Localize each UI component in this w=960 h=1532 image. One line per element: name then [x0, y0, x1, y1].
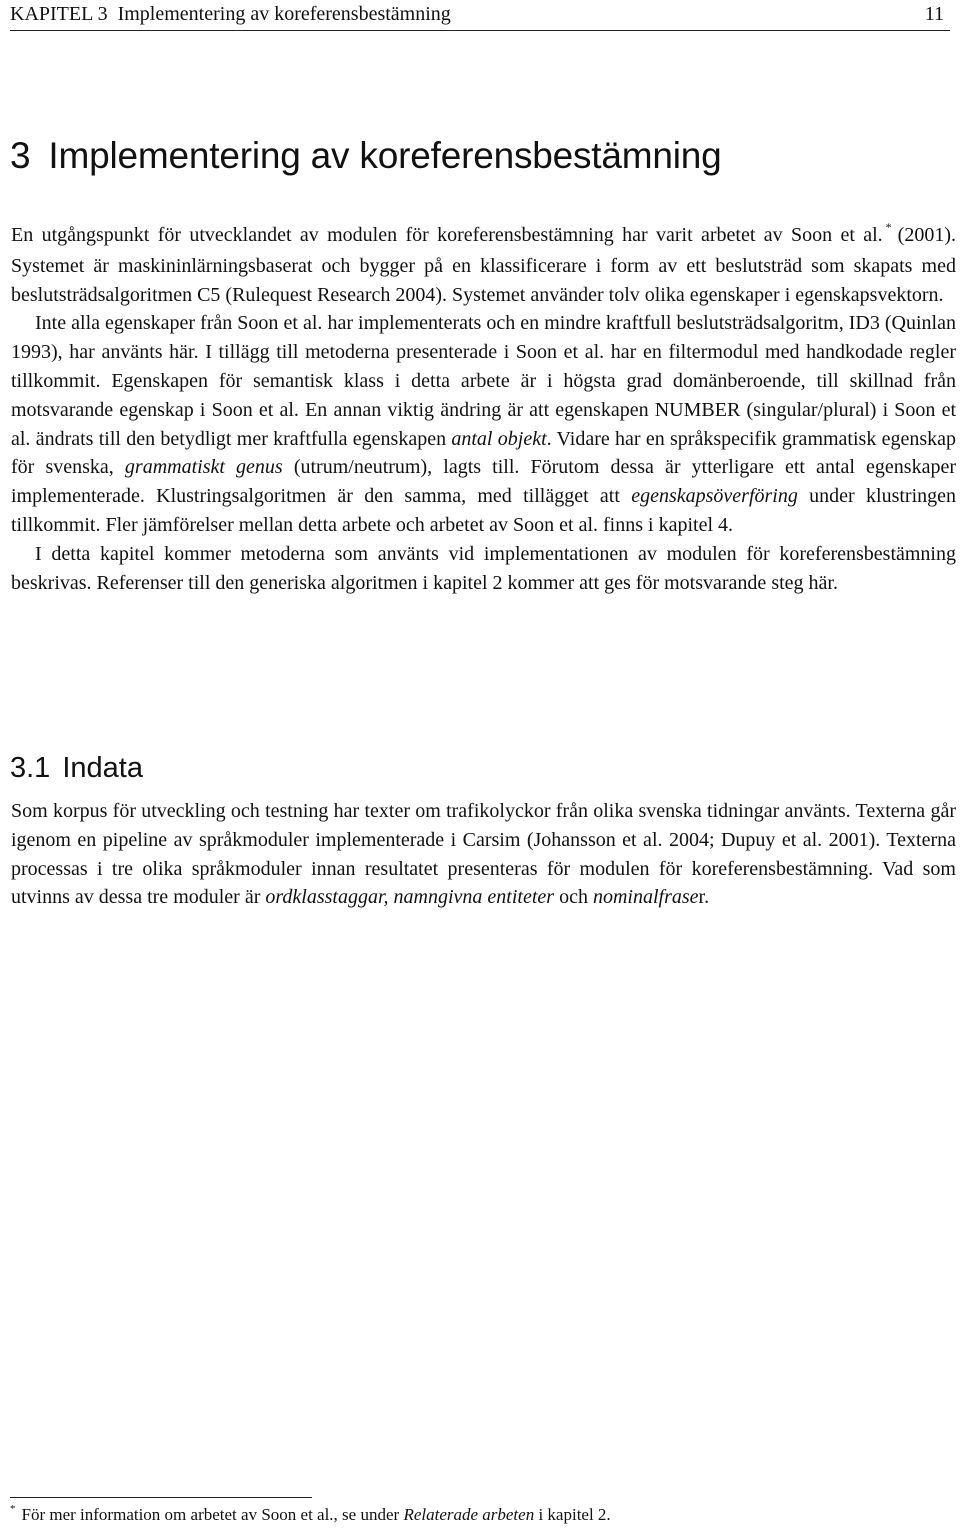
section-heading — [10, 748, 143, 788]
footnote-text-b: i kapitel 2. — [534, 1505, 611, 1524]
section-p1-text-c: r. — [698, 886, 710, 909]
footnote-mark: * — [10, 1503, 16, 1515]
intro-paragraph-1 — [11, 221, 956, 309]
footnote-emphasis: Relaterade arbeten — [403, 1505, 535, 1524]
running-header — [10, 0, 950, 31]
chapter-number: 3 — [10, 135, 31, 176]
intro-paragraph-3: I detta kapitel kommer metoderna som använts vid implementationen av modulen för koreferensbestämning beskrivas. Referenser till den generiska algoritmen i kapitel 2 kommer att ges för motsvarande steg här. — [11, 542, 956, 594]
intro-paragraph-2 — [11, 309, 956, 539]
footnote-text-a: För mer information om arbetet av Soon et al., se under — [21, 1505, 404, 1524]
intro-p2-emphasis-grammatiskt-genus: grammatiskt genus — [124, 456, 283, 479]
intro-p2-emphasis-egenskapsoverforing: egenskapsöverföring — [631, 485, 798, 508]
footnote-rule — [10, 1497, 312, 1498]
section-p1-text-a: Som korpus för utveckling och testning har texter om trafikolyckor från olika svenska tidningar använts. Texterna går igenom en pipeline av språkmoduler implementerade i Carsim (Johansson et al. 2004; Dupuy et al. 2001). Texterna processas i tre olika språkmoduler innan resultatet presenteras för modulen för koreferensbestämning. Vad som utvinns av dessa tre moduler är — [11, 800, 956, 909]
section-number: 3.1 — [10, 752, 51, 784]
footnote-reference: * — [885, 220, 892, 234]
intro-p2-text-c: (utrum/neutrum), lagts till. Förutom dessa är ytterligare ett antal egenskaper implementerade. Klustringsalgoritmen är den samma, med tillägget att — [11, 456, 957, 508]
footnote — [10, 1504, 940, 1528]
section-p1-emphasis-a: ordklasstaggar, namngivna entiteter — [265, 886, 555, 909]
intro-p2-emphasis-antal-objekt: antal objekt — [451, 427, 547, 450]
section-title: Indata — [62, 752, 143, 784]
chapter-heading — [10, 131, 722, 181]
chapter-title: Implementering av koreferensbestämning — [48, 135, 722, 176]
running-header-title: KAPITEL 3 Implementering av koreferensbestämning — [10, 3, 451, 25]
intro-p2-text-d: under klustringen tillkommit. Fler jämförelser mellan detta arbete och arbetet av Soon et al. finns i kapitel 4. — [11, 485, 956, 536]
section-body — [11, 797, 956, 912]
chapter-intro — [11, 221, 956, 597]
page-number: 11 — [924, 3, 944, 25]
intro-p2-text-b: . Vidare har en språkspecifik grammatisk egenskap för svenska, — [11, 427, 957, 479]
intro-p1-text-a: En utgångspunkt för utvecklandet av modulen för koreferensbestämning har varit arbetet av Soon et al. — [11, 224, 883, 246]
section-p1-text-b: och — [554, 886, 593, 909]
section-p1-emphasis-b: nominalfrase — [592, 886, 699, 909]
section-paragraph-1 — [11, 797, 956, 912]
intro-p2-text-a: Inte alla egenskaper från Soon et al. har implementerats och en mindre kraftfull beslutsträdsalgoritm, ID3 (Quinlan 1993), har använts här. I tillägg till metoderna presenterade i Soon et al. har en filtermodul med handkodade regler tillkommit. Egenskapen för semantisk klass i detta arbete är i högsta grad domänberoende, till skillnad från motsvarande egenskap i Soon et al. En annan viktig ändring är att egenskapen NUMBER (singular/plural) i Soon et al. ändrats till den betydligt mer kraftfulla egenskapen — [11, 312, 956, 450]
intro-p1-text-b: (2001). Systemet är maskininlärningsbaserat och bygger på en klassificerare i form av ett beslutsträd som skapats med beslutsträdsalgoritmen C5 (Rulequest Research 2004). Systemet använder tolv olika egenskaper i egenskapsvektorn. — [11, 224, 956, 306]
